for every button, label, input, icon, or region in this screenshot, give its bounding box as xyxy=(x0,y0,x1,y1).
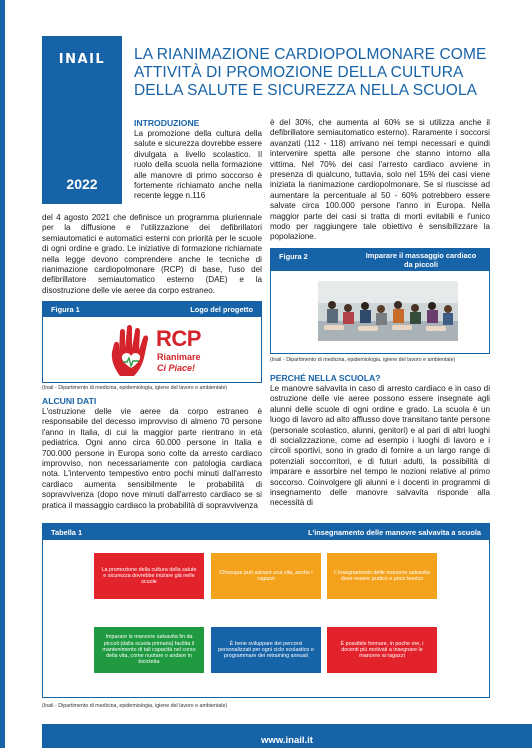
intro-heading: INTRODUZIONE xyxy=(134,118,200,128)
footer-url[interactable]: www.inail.it xyxy=(42,724,532,748)
figure-2-box xyxy=(270,248,490,354)
table-tile-4: Imparare le manovre salvavita fin da piccoli (dalla scuola primaria) facilita il mantenimento di tali capacità nel corso della vita, come nuotare o andare in bicicletta xyxy=(94,627,204,673)
table-1-caption: (Inail - Dipartimento di medicina, epidemiologia, igiene del lavoro e ambientale) xyxy=(42,703,228,709)
rcp-logo-line2: Ci Piace! xyxy=(157,363,196,373)
inail-logo: INAIL xyxy=(58,52,106,67)
figure-1-label: Figura 1 xyxy=(51,305,80,314)
figure-1-caption: (Inail - Dipartimento di medicina, epidemiologia, igiene del lavoro e ambientale) xyxy=(42,385,228,391)
alcuni-dati-heading: ALCUNI DATI xyxy=(42,396,97,406)
inail-logo-box xyxy=(42,36,122,204)
table-tile-6: È possibile formare, in poche ore, i docenti più motivati a insegnare le manovre ai ragazzi xyxy=(327,627,437,673)
table-1-title: L'insegnamento delle manovre salvavita a scuola xyxy=(307,527,481,537)
table-tile-3: L'insegnamento delle manovre salvavita deve essere pratico e poco teorico xyxy=(327,553,437,599)
rcp-project-logo xyxy=(108,324,218,378)
left-accent-band xyxy=(0,0,5,748)
hand-icon xyxy=(108,324,154,378)
table-tile-1: La promozione della cultura della salute e sicurezza dovrebbe iniziare già nelle scuole xyxy=(94,553,204,599)
perche-text: Le manovre salvavita in caso di arresto cardiaco e in caso di ostruzione delle vie aeree possono essere insegnate agli alunni delle scuole di ogni ordine e grado. La scuola è un luogo di lavoro ad alto afflusso dove transitano tante persone (personale scolastico, alunni, genitori) e al pari di altri luoghi di socializzazione, come ad esempio i luoghi di lavoro e i circoli sportivi, sono in grado di fornire a un largo range di potenziali soccorritori, e di futuri adulti, la possibilità di imparare e assorbire nel tempo le nozioni relative al primo soccorso. Coinvolgere gli alunni e i docenti in programmi di insegnamento delle manovre salvavita risponde alla necessità di xyxy=(270,384,490,508)
perche-heading: PERCHÉ NELLA SCUOLA? xyxy=(270,373,381,383)
figure-2-header xyxy=(271,249,489,271)
figure-1-title: Logo del progetto xyxy=(190,305,253,314)
figure-2-title: Imparare il massaggio cardiaco da piccoli xyxy=(365,251,477,269)
cpr-training-photo xyxy=(318,281,458,341)
figure-2-caption: (Inail - Dipartimento di medicina, epidemiologia, igiene del lavoro e ambientale) xyxy=(270,357,456,363)
figure-1-box xyxy=(42,301,262,383)
table-tile-5: È bene sviluppare dei percorsi personalizzati per ogni ciclo scolastico e programmare dei retraining annuali xyxy=(211,627,321,673)
year-label: 2022 xyxy=(66,176,98,192)
page-title: LA RIANIMAZIONE CARDIOPOLMONARE COME ATTIVITÀ DI PROMOZIONE DELLA CULTURA DELLA SALUTE E SICUREZZA NELLA SCUOLA xyxy=(134,46,487,99)
rcp-logo-title: RCP xyxy=(156,326,201,351)
table-1-box xyxy=(42,523,490,698)
figure-2-label: Figura 2 xyxy=(279,252,308,261)
table-1-header xyxy=(43,524,489,540)
alcuni-dati-text: L'ostruzione delle vie aeree da corpo estraneo è responsabile del decesso improvviso di almeno 70 persone l'anno in Italia, di cui la maggior parte rientrano in età pediatrica. Ogni anno circa 60.000 persone in Italia e 700.000 persone in Europa sono colte da arresto cardiaco improvviso, non necessariamente con patologia cardiaca nota. L'intervento tempestivo entro pochi minuti dall'arresto cardiaco aumenta sensibilmente le probabilità di sopravvivenza (dopo nove minuti dall'arresto cardiaco se si pratica il massaggio cardiaco la probabilità di sopravvivenza xyxy=(42,407,262,510)
table-tile-2: Chiunque può salvare una vita, anche i ragazzi xyxy=(211,553,321,599)
table-1-label: Tabella 1 xyxy=(51,527,83,537)
intro-text-bottom: del 4 agosto 2021 che definisce un programma pluriennale per la diffusione e l'utilizzazione dei defibrillatori semiautomatici e automatici esterni con priorità per le scuole di ogni ordine e grado. Le iniziative di formazione richiamate nella legge devono comprendere anche le tecniche di rianimazione cardiopolmonare (RCP) di base, l'uso del defibrillatore semiautomatico esterno (DAE) e la disostruzione delle vie aeree da corpo estraneo. xyxy=(42,213,262,295)
intro-text-top: La promozione della cultura della salute e sicurezza dovrebbe essere divulgata a livello scolastico. Il ruolo della scuola nella formazione alle manovre di primo soccorso è fortemente richiamato anche nella recente legge n.116 xyxy=(134,129,262,201)
rcp-logo-line1: Rianimare xyxy=(157,352,201,362)
right-column-text: è del 30%, che aumenta al 60% se si utilizza anche il defibrillatore semiautomatico esterno). Raramente i soccorsi avanzati (112 - 118) arrivano nei tempi necessari e quindi intervenire spetta alle persone che stanno intorno alla vittima. Nel 70% dei casi l'arresto cardiaco avviene in presenza di qualcuno, tuttavia, solo nel 15% dei casi viene iniziata la rianimazione cardiopolmonare. Se si riuscisse ad aumentare la percentuale al 50 - 60% potrebbero essere salvate circa 100.000 persone l'anno in Europa. Nella maggior parte dei casi si tratta di morti evitabili e l'unico modo per raggiungere tale obiettivo è sensibilizzare la popolazione. xyxy=(270,118,490,242)
figure-1-header xyxy=(43,302,261,317)
